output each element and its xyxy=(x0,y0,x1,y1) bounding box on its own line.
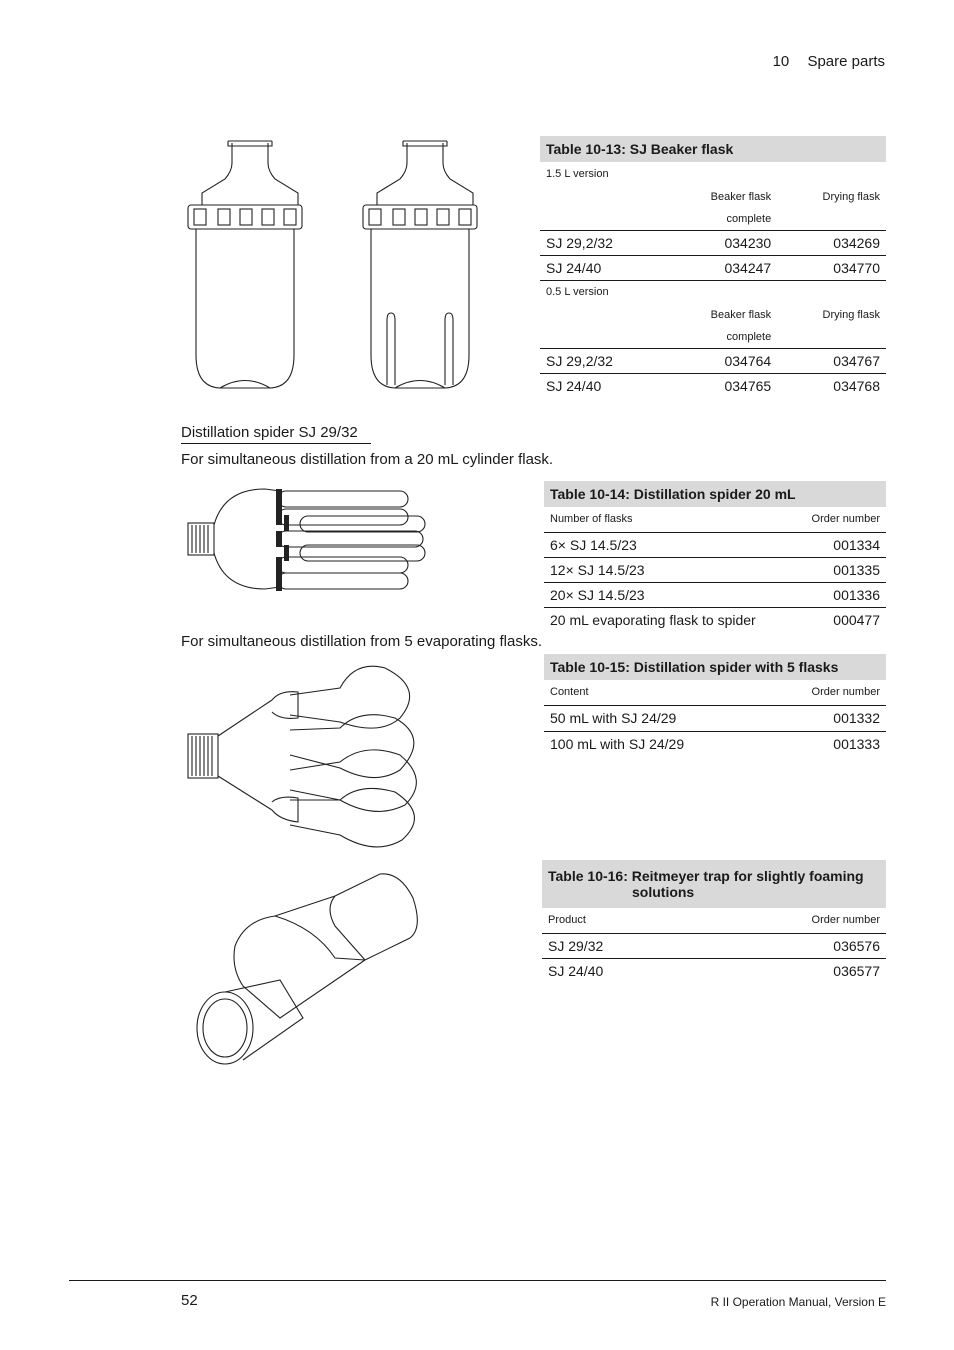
column-header: Drying flask xyxy=(822,309,880,321)
table-row xyxy=(544,582,886,607)
column-header: Order number xyxy=(699,908,886,933)
cell-label: SJ 29,2/32 xyxy=(540,230,664,255)
cell-label: 20 mL evaporating flask to spider xyxy=(550,611,756,628)
column-header: Beaker flask xyxy=(710,309,772,321)
cell-value: 036576 xyxy=(699,933,886,958)
column-header: Drying flask xyxy=(822,191,880,203)
cell-value: 001336 xyxy=(794,582,886,607)
table-distillation-spider-20ml xyxy=(544,481,886,632)
page-number: 52 xyxy=(181,1292,198,1309)
cell-label: SJ 24/40 xyxy=(546,377,602,394)
table-distillation-spider-5-flasks xyxy=(544,654,886,757)
cell-label: SJ 29/32 xyxy=(542,933,699,958)
section-label: 1.5 L version xyxy=(546,168,609,180)
table-reitmeyer-trap xyxy=(542,860,886,983)
cell-value: 001335 xyxy=(794,557,886,582)
beaker-flask-complete-drawing xyxy=(188,141,302,388)
cell-value: 001333 xyxy=(833,736,880,753)
cell-label: 20× SJ 14.5/23 xyxy=(544,582,794,607)
table-title: Table 10-15: Distillation spider with 5 flasks xyxy=(544,654,886,680)
page-header xyxy=(773,53,885,70)
chapter-number: 10 xyxy=(772,53,790,70)
document-title: R II Operation Manual, Version E xyxy=(710,1295,886,1309)
table-title: Table 10-13: SJ Beaker flask xyxy=(540,136,886,162)
cell-value: 001332 xyxy=(765,705,886,731)
footer-divider xyxy=(69,1280,886,1281)
cell-label: 12× SJ 14.5/23 xyxy=(544,557,794,582)
table-title: Table 10-16: Reitmeyer trap for slightly foaming xyxy=(548,868,864,884)
cell-value: 034768 xyxy=(833,377,880,394)
cell-label: SJ 24/40 xyxy=(548,962,604,979)
table-row xyxy=(544,731,886,757)
beaker-flask-illustration xyxy=(180,135,500,395)
table-row xyxy=(542,933,886,958)
cell-value: 000477 xyxy=(833,611,880,628)
distillation-spider-5-flasks-illustration xyxy=(180,660,430,860)
section-label: 0.5 L version xyxy=(546,286,609,299)
cell-value: 034764 xyxy=(664,348,778,373)
section-heading: Distillation spider SJ 29/32 xyxy=(181,424,371,444)
cell-value: 034247 xyxy=(664,255,778,280)
column-header: Number of flasks xyxy=(544,507,794,532)
table-beaker-flask xyxy=(540,136,886,398)
table-title: Table 10-14: Distillation spider 20 mL xyxy=(544,481,886,507)
cell-value: 036577 xyxy=(833,962,880,979)
drying-flask-drawing xyxy=(363,141,477,388)
table-row xyxy=(542,958,886,983)
cell-label: 6× SJ 14.5/23 xyxy=(544,532,794,557)
reitmeyer-trap-illustration xyxy=(185,868,425,1068)
table-row xyxy=(540,348,886,373)
chapter-title: Spare parts xyxy=(807,53,885,70)
cell-label: 100 mL with SJ 24/29 xyxy=(550,736,685,753)
column-header: complete xyxy=(664,208,778,230)
cell-label: SJ 29,2/32 xyxy=(540,348,664,373)
cell-value: 034767 xyxy=(777,348,886,373)
column-header: Beaker flask xyxy=(710,191,772,203)
table-row xyxy=(544,607,886,632)
table-row xyxy=(544,557,886,582)
intro-text: For simultaneous distillation from a 20 mL cylinder flask. xyxy=(181,451,554,468)
column-header: Content xyxy=(544,680,765,705)
table-row xyxy=(544,705,886,731)
table-row xyxy=(540,230,886,255)
column-header: Product xyxy=(542,908,699,933)
cell-value: 034765 xyxy=(724,377,772,394)
column-header: complete xyxy=(664,326,778,348)
cell-label: 50 mL with SJ 24/29 xyxy=(544,705,765,731)
table-row xyxy=(540,255,886,280)
table-row xyxy=(540,373,886,398)
cell-value: 034770 xyxy=(777,255,886,280)
cell-value: 001334 xyxy=(794,532,886,557)
cell-value: 034269 xyxy=(777,230,886,255)
intro-text: For simultaneous distillation from 5 evaporating flasks. xyxy=(181,633,542,650)
distillation-spider-20ml-illustration xyxy=(180,485,430,595)
column-header: Order number xyxy=(765,680,886,705)
table-title-continued: solutions xyxy=(632,884,695,900)
column-header: Order number xyxy=(794,507,886,532)
cell-value: 034230 xyxy=(664,230,778,255)
table-row xyxy=(544,532,886,557)
cell-label: SJ 24/40 xyxy=(540,255,664,280)
